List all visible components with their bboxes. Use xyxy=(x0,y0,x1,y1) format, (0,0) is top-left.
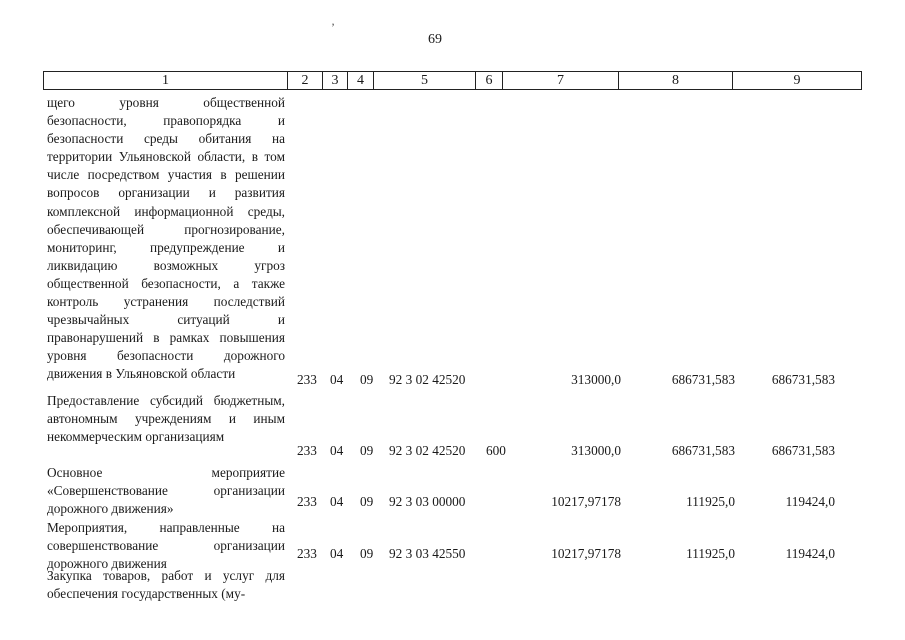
row-admin-code: 233 xyxy=(297,546,317,561)
row-sum-col7: 10217,97178 xyxy=(551,546,621,561)
row-target-article: 92 3 03 42550 xyxy=(389,546,466,561)
header-col-5: 5 xyxy=(374,72,476,89)
row-section: 04 xyxy=(330,443,344,458)
row-description: Предоставление субсидий бюджетным, автономным учреждениям и иным некоммерческим организациям xyxy=(47,393,285,445)
row-section: 04 xyxy=(330,546,344,561)
header-col-1: 1 xyxy=(44,72,288,89)
row-sum-col9: 686731,583 xyxy=(771,443,835,458)
row-sum-col9: 119424,0 xyxy=(785,546,835,561)
row-sum-col8: 111925,0 xyxy=(686,494,735,509)
row-sum-col9: 119424,0 xyxy=(785,494,835,509)
row-description: щего уровня общественной безопасности, правопорядка и безопасности среды обитания на территории Ульяновской области, в том числе посредством участия в решении вопросов организации и развития комплексной информационной среды, обеспечивающей прогнозирование, мониторинг, предупреждение и ликвидацию возможных угроз общественной безопасности, а также контроль устранения последствий чрезвычайных ситуаций и правонарушений в рамках повышения уровня безопасности дорожного движения в Ульяновской области xyxy=(47,95,285,382)
row-sum-col7: 313000,0 xyxy=(571,372,621,387)
row-subsection: 09 xyxy=(360,494,374,509)
header-col-3: 3 xyxy=(323,72,348,89)
header-col-9: 9 xyxy=(793,73,801,88)
row-sum-col9: 686731,583 xyxy=(771,372,835,387)
header-col-4: 4 xyxy=(348,72,374,89)
row-sum-col7: 313000,0 xyxy=(571,443,621,458)
row-target-article: 92 3 03 00000 xyxy=(389,494,466,509)
page-number: 69 xyxy=(428,32,442,47)
row-admin-code: 233 xyxy=(297,494,317,509)
row-expense-type: 600 xyxy=(486,443,506,458)
row-sum-col7: 10217,97178 xyxy=(551,494,621,509)
row-sum-col8: 686731,583 xyxy=(671,372,735,387)
row-admin-code: 233 xyxy=(297,372,317,387)
row-subsection: 09 xyxy=(360,372,374,387)
row-sum-col8: 111925,0 xyxy=(686,546,735,561)
row-target-article: 92 3 02 42520 xyxy=(389,372,466,387)
row-section: 04 xyxy=(330,372,344,387)
row-admin-code: 233 xyxy=(297,443,317,458)
table-header xyxy=(43,71,862,90)
row-description: Мероприятия, направленные на совершенствование организации дорожного движения xyxy=(47,520,285,572)
row-target-article: 92 3 02 42520 xyxy=(389,443,466,458)
row-description: Закупка товаров, работ и услуг для обеспечения государственных (му- xyxy=(47,568,285,602)
header-col-6: 6 xyxy=(476,72,503,89)
row-subsection: 09 xyxy=(360,546,374,561)
row-description: Основное мероприятие «Совершенствование организации дорожного движения» xyxy=(47,465,285,517)
row-subsection: 09 xyxy=(360,443,374,458)
row-section: 04 xyxy=(330,494,344,509)
header-col-7: 7 xyxy=(503,72,619,89)
scan-speck: ’ xyxy=(331,20,335,34)
row-sum-col8: 686731,583 xyxy=(671,443,735,458)
header-col-2: 2 xyxy=(288,72,323,89)
header-col-8: 8 xyxy=(619,72,733,89)
